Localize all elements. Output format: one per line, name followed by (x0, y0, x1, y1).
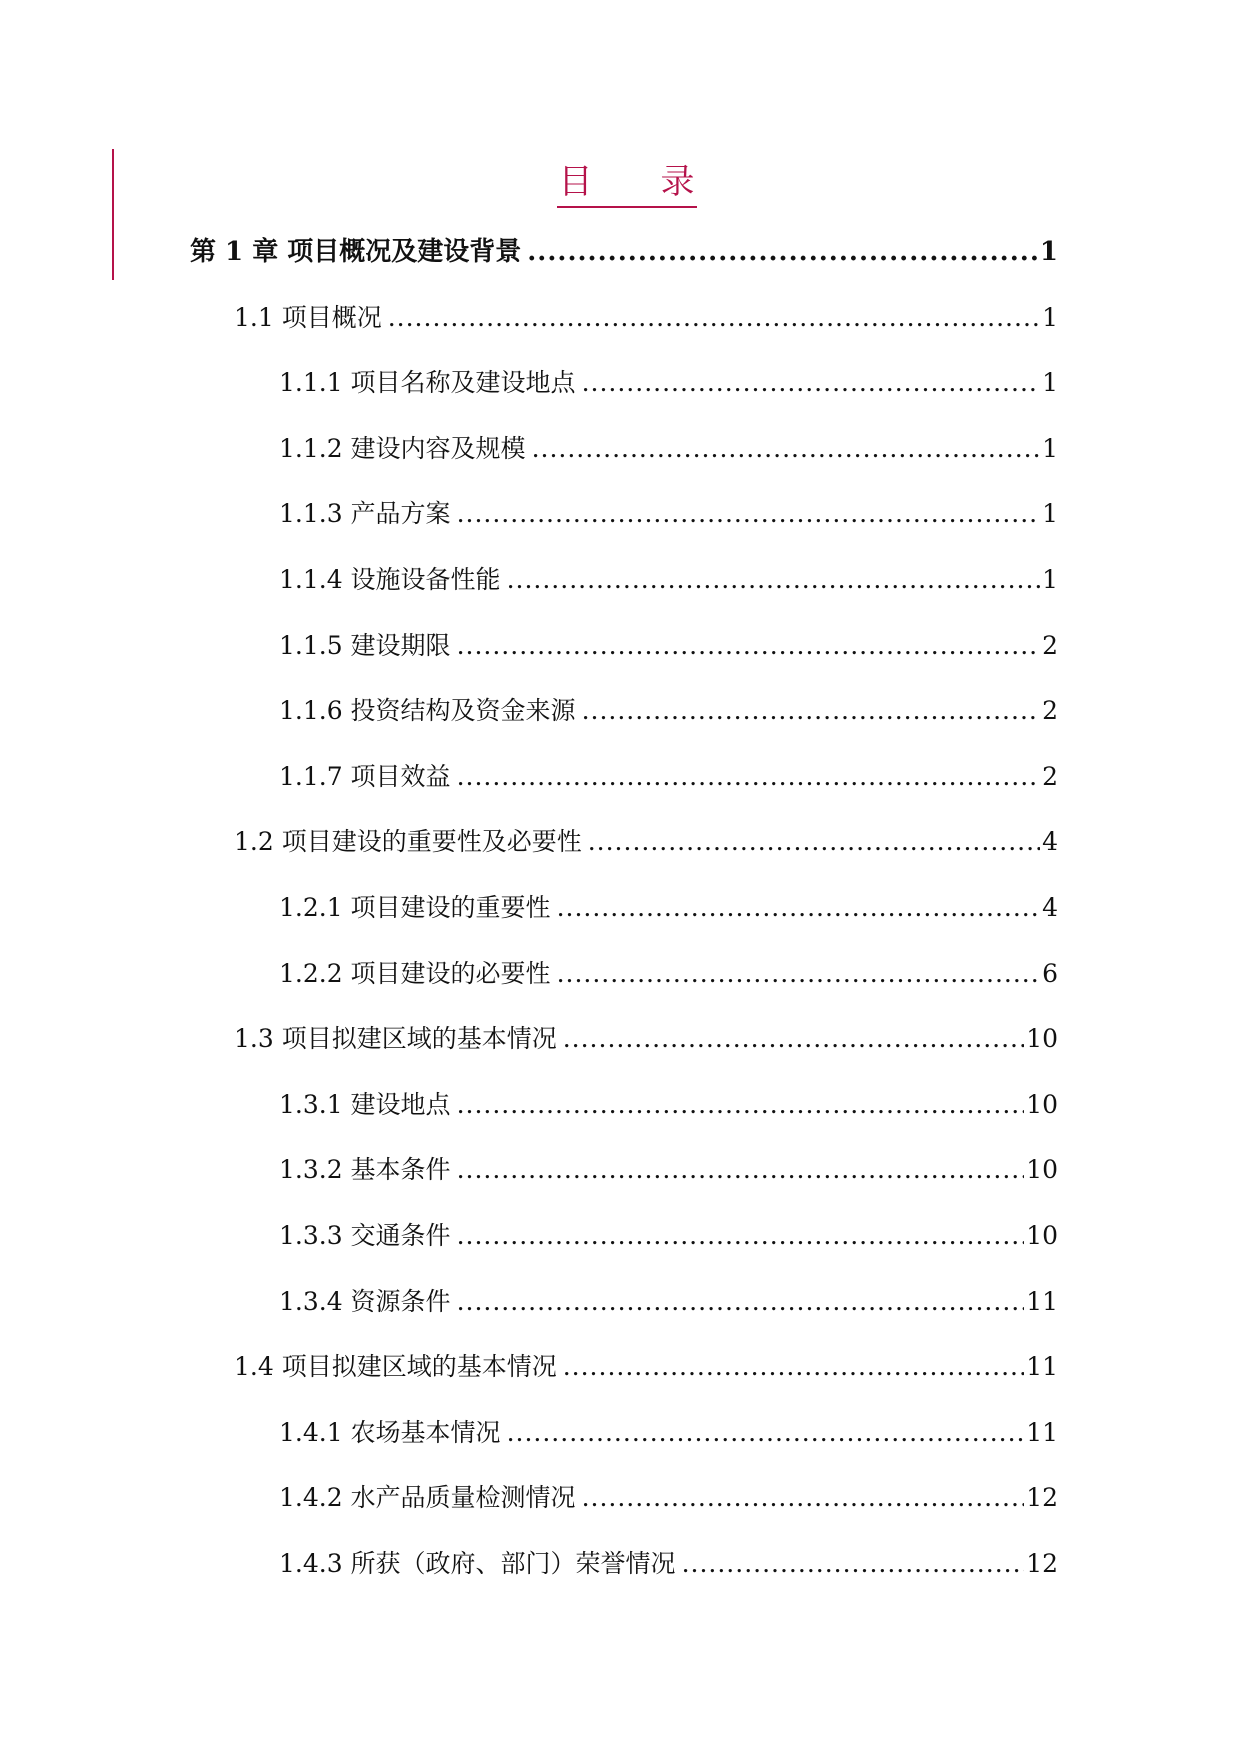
toc-entry[interactable] (234, 294, 1058, 334)
toc-entry[interactable] (279, 884, 1058, 924)
toc-leader-dots (457, 630, 1041, 662)
toc-leader-dots (457, 498, 1041, 530)
toc-entry[interactable] (279, 425, 1058, 465)
toc-entry-label: 1.1.4 设施设备性能 (279, 565, 501, 594)
toc-entry-page: 2 (1042, 631, 1058, 660)
toc-entry-label: 1.3.4 资源条件 (279, 1287, 451, 1316)
toc-leader-dots (582, 695, 1041, 727)
toc-leader-dots (457, 761, 1041, 793)
toc-entry-page: 2 (1042, 696, 1058, 725)
toc-entry[interactable] (279, 1474, 1058, 1514)
toc-entry-page: 11 (1026, 1352, 1058, 1381)
toc-leader-dots (582, 1482, 1025, 1514)
toc-entry[interactable] (279, 1540, 1058, 1580)
toc-entry-page: 10 (1026, 1155, 1058, 1184)
toc-entry[interactable] (279, 359, 1058, 399)
toc-entry-page: 10 (1026, 1221, 1058, 1250)
toc-entry[interactable] (279, 753, 1058, 793)
toc-leader-dots (457, 1154, 1025, 1186)
toc-entry-label: 1.1 项目概况 (234, 303, 382, 332)
toc-leader-dots (582, 367, 1041, 399)
toc-entry-label: 1.3.1 建设地点 (279, 1090, 451, 1119)
toc-leader-dots (457, 1286, 1025, 1318)
toc-entry[interactable] (279, 1409, 1058, 1449)
toc-entry-label: 1.4.1 农场基本情况 (279, 1418, 501, 1447)
toc-entry-page: 1 (1042, 565, 1058, 594)
toc-leader-dots (507, 564, 1041, 596)
toc-entry-label: 1.4.3 所获（政府、部门）荣誉情况 (279, 1549, 676, 1578)
toc-leader-dots (457, 1089, 1025, 1121)
toc-entry[interactable] (234, 818, 1058, 858)
toc-entry-label: 1.4 项目拟建区域的基本情况 (234, 1352, 557, 1381)
toc-leader-dots (563, 1351, 1024, 1383)
toc-entry-page: 10 (1026, 1090, 1058, 1119)
toc-entry-page: 1 (1042, 303, 1058, 332)
toc-entry-label: 1.1.7 项目效益 (279, 762, 451, 791)
toc-leader-dots (457, 1220, 1025, 1252)
toc-entry-page: 1 (1042, 499, 1058, 528)
toc-entry[interactable] (279, 1146, 1058, 1186)
toc-entry-label: 1.3.2 基本条件 (279, 1155, 451, 1184)
toc-leader-dots (557, 958, 1041, 990)
toc-leader-dots (588, 826, 1040, 858)
toc-entry-page: 2 (1042, 762, 1058, 791)
toc-entry-page: 4 (1042, 827, 1058, 856)
toc-entry-page: 1 (1039, 237, 1058, 267)
toc-leader-dots (557, 892, 1041, 924)
toc-entry-label: 1.1.5 建设期限 (279, 631, 451, 660)
toc-entry-page: 6 (1042, 959, 1058, 988)
toc-entry-page: 11 (1026, 1418, 1058, 1447)
toc-entry[interactable] (279, 687, 1058, 727)
toc-entry[interactable] (279, 490, 1058, 530)
toc-entry[interactable] (279, 556, 1058, 596)
toc-entry-label: 1.3.3 交通条件 (279, 1221, 451, 1250)
toc-entry-label: 1.2 项目建设的重要性及必要性 (234, 827, 582, 856)
toc-entry-label: 1.3 项目拟建区域的基本情况 (234, 1024, 557, 1053)
toc-entry-label: 1.1.1 项目名称及建设地点 (279, 368, 576, 397)
toc-leader-dots (507, 1417, 1025, 1449)
toc-title-text: 目 录 (557, 160, 697, 208)
toc-entry-page: 1 (1042, 434, 1058, 463)
toc-entry-label: 1.1.6 投资结构及资金来源 (279, 696, 576, 725)
toc-entry-page: 1 (1042, 368, 1058, 397)
toc-entry[interactable] (190, 228, 1058, 268)
toc-entry-page: 11 (1026, 1287, 1058, 1316)
toc-entry-page: 4 (1042, 893, 1058, 922)
toc-leader-dots (388, 302, 1040, 334)
toc-entry[interactable] (234, 1343, 1058, 1383)
toc-leader-dots (527, 236, 1038, 268)
toc-entry-label: 1.1.3 产品方案 (279, 499, 451, 528)
toc-entry-page: 12 (1026, 1549, 1058, 1578)
toc-entry[interactable] (234, 1015, 1058, 1055)
toc-leader-dots (682, 1548, 1025, 1580)
toc-entry-label: 1.2.1 项目建设的重要性 (279, 893, 551, 922)
toc-entry[interactable] (279, 1278, 1058, 1318)
toc-entry[interactable] (279, 1081, 1058, 1121)
toc-entry-page: 12 (1026, 1483, 1058, 1512)
toc-entry[interactable] (279, 950, 1058, 990)
toc-entry-label: 1.4.2 水产品质量检测情况 (279, 1483, 576, 1512)
toc-entry[interactable] (279, 622, 1058, 662)
toc-entry-page: 10 (1026, 1024, 1058, 1053)
toc-entry-label: 1.2.2 项目建设的必要性 (279, 959, 551, 988)
toc-entry-label: 1.1.2 建设内容及规模 (279, 434, 526, 463)
toc-entry[interactable] (279, 1212, 1058, 1252)
toc-leader-dots (563, 1023, 1024, 1055)
toc-entry-label: 第 1 章 项目概况及建设背景 (190, 237, 522, 267)
toc-leader-dots (532, 433, 1041, 465)
